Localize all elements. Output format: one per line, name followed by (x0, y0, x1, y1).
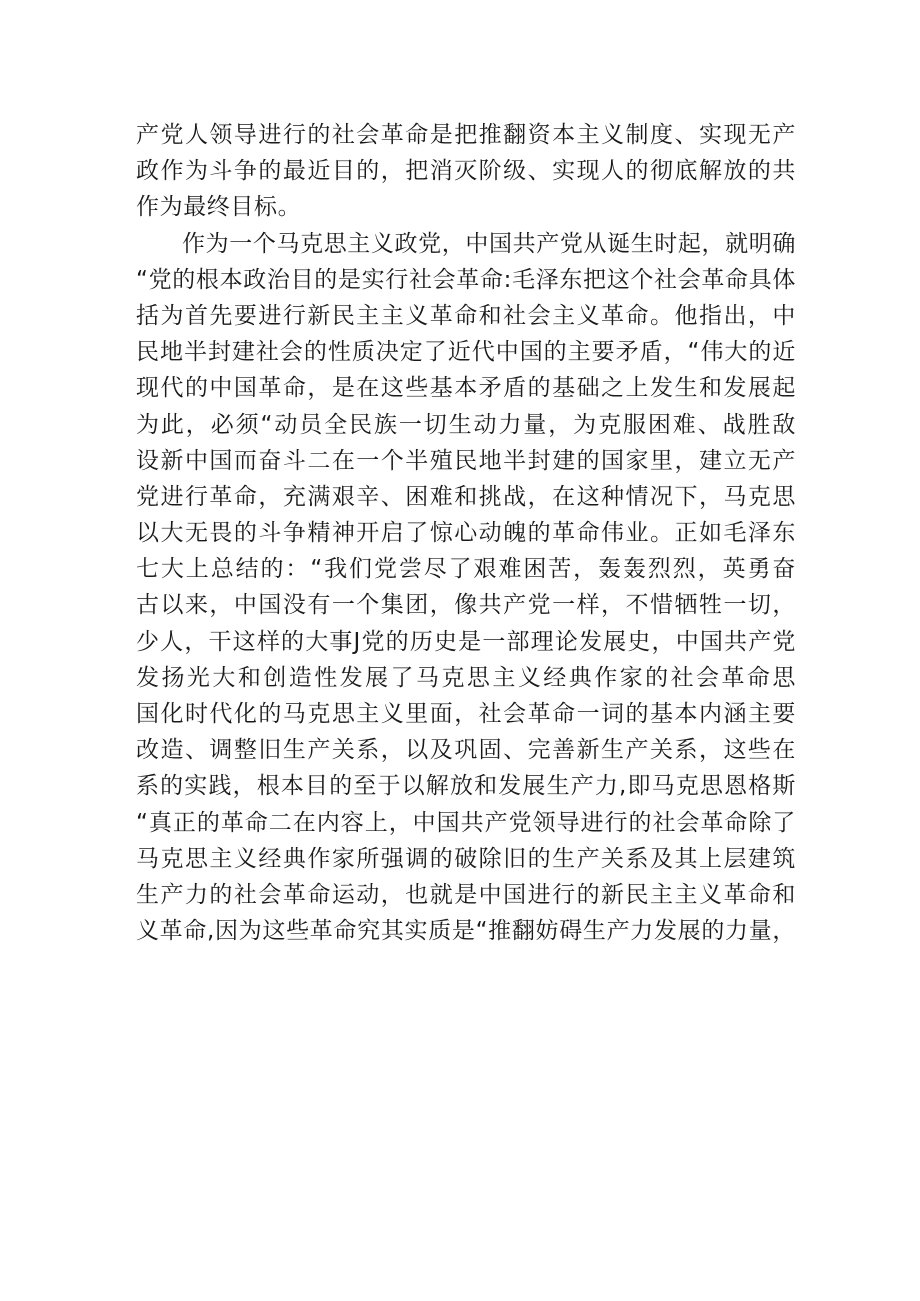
text-line: 马克思主义经典作家所强调的破除旧的生产关系及其上层建筑 (136, 845, 796, 872)
text-line: 改造、调整旧生产关系，以及巩固、完善新生产关系，这些在 (136, 737, 796, 764)
text-line: 义革命,因为这些革命究其实质是“推翻妨碍生产力发展的力量， (136, 918, 796, 945)
text-line: 作为一个马克思主义政党，中国共产党从诞生时起，就明确 (182, 230, 796, 257)
text-line: 为此，必须“动员全民族一切生动力量，为克服困难、战胜敌 (136, 411, 796, 438)
text-line: 以大无畏的斗争精神开启了惊心动魄的革命伟业。正如毛泽东 (136, 520, 796, 547)
text-line: 国化时代化的马克思主义里面，社会革命一词的基本内涵主要 (136, 701, 796, 727)
text-line: “党的根本政治目的是实行社会革命:毛泽东把这个社会革命具体 (136, 266, 796, 293)
text-line: 括为首先要进行新民主主义革命和社会主义革命。他指出，中 (136, 302, 796, 329)
text-line: 七大上总结的：“我们党尝尽了艰难困苦，轰轰烈烈，英勇奋 (136, 556, 796, 583)
text-line: 系的实践，根本目的至于以解放和发展生产力,即马克思恩格斯 (136, 773, 796, 800)
text-line: 政作为斗争的最近目的，把消灭阶级、实现人的彻底解放的共 (136, 158, 796, 185)
body-text (136, 117, 796, 949)
text-line: 产党人领导进行的社会革命是把推翻资本主义制度、实现无产 (136, 122, 796, 148)
text-line: 现代的中国革命，是在这些基本矛盾的基础之上发生和发展起 (136, 375, 796, 402)
text-line: 古以来，中国没有一个集团，像共产党一样，不惜牺牲一切， (136, 592, 796, 619)
text-line: 民地半封建社会的性质决定了近代中国的主要矛盾，“伟大的近 (136, 339, 796, 366)
text-line: 设新中国而奋斗二在一个半殖民地半封建的国家里，建立无产 (136, 447, 796, 474)
text-line: 生产力的社会革命运动，也就是中国进行的新民主主义革命和 (136, 881, 796, 908)
text-line: 党进行革命，充满艰辛、困难和挑战，在这种情况下，马克思 (136, 483, 796, 510)
text-line: 作为最终目标。 (136, 194, 302, 221)
text-line: “真正的革命二在内容上，中国共产党领导进行的社会革命除了 (136, 809, 796, 836)
text-line: 发扬光大和创造性发展了马克思主义经典作家的社会革命思 (136, 664, 796, 691)
text-line: 少人，干这样的大事J党的历史是一部理论发展史，中国共产党 (136, 628, 796, 655)
